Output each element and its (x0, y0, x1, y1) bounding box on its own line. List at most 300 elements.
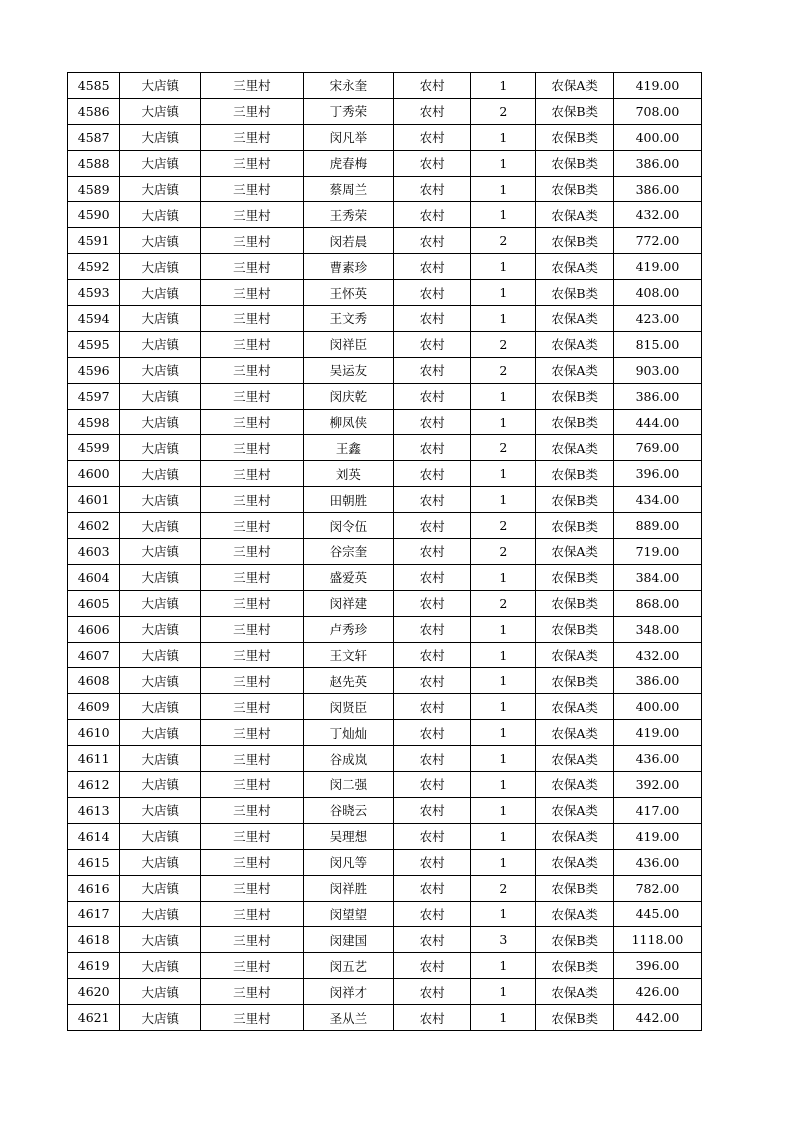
insurance-category-cell: 农保B类 (536, 487, 614, 513)
table-row (68, 849, 702, 875)
amount-cell: 419.00 (613, 254, 701, 280)
member-count-cell: 2 (471, 98, 536, 124)
name-cell: 闵凡举 (303, 124, 393, 150)
member-count-cell: 1 (471, 694, 536, 720)
name-cell: 卢秀珍 (303, 616, 393, 642)
amount-cell: 868.00 (613, 590, 701, 616)
row-number-cell: 4601 (68, 487, 120, 513)
row-number-cell: 4588 (68, 150, 120, 176)
town-cell: 大店镇 (120, 306, 201, 332)
town-cell: 大店镇 (120, 901, 201, 927)
insurance-category-cell: 农保B类 (536, 124, 614, 150)
household-type-cell: 农村 (393, 642, 471, 668)
table-row (68, 435, 702, 461)
town-cell: 大店镇 (120, 746, 201, 772)
household-type-cell: 农村 (393, 357, 471, 383)
town-cell: 大店镇 (120, 280, 201, 306)
household-type-cell: 农村 (393, 772, 471, 798)
name-cell: 王怀英 (303, 280, 393, 306)
household-type-cell: 农村 (393, 228, 471, 254)
village-cell: 三里村 (201, 772, 304, 798)
insurance-category-cell: 农保B类 (536, 461, 614, 487)
household-type-cell: 农村 (393, 202, 471, 228)
town-cell: 大店镇 (120, 461, 201, 487)
amount-cell: 386.00 (613, 176, 701, 202)
row-number-cell: 4606 (68, 616, 120, 642)
table-row (68, 98, 702, 124)
amount-cell: 436.00 (613, 746, 701, 772)
household-type-cell: 农村 (393, 176, 471, 202)
row-number-cell: 4590 (68, 202, 120, 228)
table-row (68, 979, 702, 1005)
name-cell: 虎春梅 (303, 150, 393, 176)
name-cell: 蔡周兰 (303, 176, 393, 202)
insurance-category-cell: 农保B类 (536, 513, 614, 539)
name-cell: 闵建国 (303, 927, 393, 953)
name-cell: 闵凡等 (303, 849, 393, 875)
amount-cell: 436.00 (613, 849, 701, 875)
table-row (68, 953, 702, 979)
town-cell: 大店镇 (120, 590, 201, 616)
amount-cell: 396.00 (613, 953, 701, 979)
table-row (68, 616, 702, 642)
name-cell: 曹素珍 (303, 254, 393, 280)
name-cell: 吴运友 (303, 357, 393, 383)
table-row (68, 746, 702, 772)
member-count-cell: 1 (471, 409, 536, 435)
row-number-cell: 4618 (68, 927, 120, 953)
insurance-category-cell: 农保A类 (536, 901, 614, 927)
household-type-cell: 农村 (393, 513, 471, 539)
row-number-cell: 4594 (68, 306, 120, 332)
row-number-cell: 4589 (68, 176, 120, 202)
household-type-cell: 农村 (393, 590, 471, 616)
amount-cell: 419.00 (613, 73, 701, 99)
insurance-category-cell: 农保A类 (536, 73, 614, 99)
town-cell: 大店镇 (120, 539, 201, 565)
household-type-cell: 农村 (393, 849, 471, 875)
town-cell: 大店镇 (120, 228, 201, 254)
member-count-cell: 1 (471, 797, 536, 823)
insurance-category-cell: 农保B类 (536, 564, 614, 590)
insurance-category-cell: 农保A类 (536, 720, 614, 746)
village-cell: 三里村 (201, 720, 304, 746)
member-count-cell: 1 (471, 73, 536, 99)
town-cell: 大店镇 (120, 513, 201, 539)
household-type-cell: 农村 (393, 98, 471, 124)
household-type-cell: 农村 (393, 694, 471, 720)
town-cell: 大店镇 (120, 720, 201, 746)
amount-cell: 386.00 (613, 150, 701, 176)
table-row (68, 539, 702, 565)
row-number-cell: 4619 (68, 953, 120, 979)
town-cell: 大店镇 (120, 357, 201, 383)
row-number-cell: 4614 (68, 823, 120, 849)
member-count-cell: 2 (471, 539, 536, 565)
row-number-cell: 4593 (68, 280, 120, 306)
table-row (68, 202, 702, 228)
town-cell: 大店镇 (120, 487, 201, 513)
amount-cell: 782.00 (613, 875, 701, 901)
member-count-cell: 2 (471, 435, 536, 461)
town-cell: 大店镇 (120, 73, 201, 99)
household-type-cell: 农村 (393, 668, 471, 694)
insurance-category-cell: 农保A类 (536, 254, 614, 280)
amount-cell: 445.00 (613, 901, 701, 927)
insurance-category-cell: 农保A类 (536, 772, 614, 798)
row-number-cell: 4612 (68, 772, 120, 798)
amount-cell: 426.00 (613, 979, 701, 1005)
table-row (68, 150, 702, 176)
household-type-cell: 农村 (393, 746, 471, 772)
member-count-cell: 1 (471, 124, 536, 150)
insurance-category-cell: 农保B类 (536, 590, 614, 616)
town-cell: 大店镇 (120, 176, 201, 202)
town-cell: 大店镇 (120, 642, 201, 668)
village-cell: 三里村 (201, 383, 304, 409)
table-row (68, 357, 702, 383)
insurance-category-cell: 农保A类 (536, 694, 614, 720)
table-row (68, 1005, 702, 1031)
member-count-cell: 1 (471, 280, 536, 306)
amount-cell: 432.00 (613, 202, 701, 228)
village-cell: 三里村 (201, 668, 304, 694)
row-number-cell: 4597 (68, 383, 120, 409)
row-number-cell: 4603 (68, 539, 120, 565)
village-cell: 三里村 (201, 202, 304, 228)
village-cell: 三里村 (201, 694, 304, 720)
town-cell: 大店镇 (120, 202, 201, 228)
table-row (68, 927, 702, 953)
member-count-cell: 1 (471, 306, 536, 332)
row-number-cell: 4613 (68, 797, 120, 823)
village-cell: 三里村 (201, 746, 304, 772)
village-cell: 三里村 (201, 979, 304, 1005)
household-type-cell: 农村 (393, 901, 471, 927)
household-type-cell: 农村 (393, 383, 471, 409)
town-cell: 大店镇 (120, 409, 201, 435)
member-count-cell: 1 (471, 254, 536, 280)
household-type-cell: 农村 (393, 306, 471, 332)
name-cell: 闵二强 (303, 772, 393, 798)
table-body (68, 73, 702, 1031)
member-count-cell: 2 (471, 590, 536, 616)
household-type-cell: 农村 (393, 331, 471, 357)
village-cell: 三里村 (201, 823, 304, 849)
insurance-category-cell: 农保A类 (536, 435, 614, 461)
row-number-cell: 4595 (68, 331, 120, 357)
household-type-cell: 农村 (393, 927, 471, 953)
insurance-category-cell: 农保B类 (536, 1005, 614, 1031)
village-cell: 三里村 (201, 150, 304, 176)
table-row (68, 513, 702, 539)
insurance-category-cell: 农保A类 (536, 797, 614, 823)
row-number-cell: 4592 (68, 254, 120, 280)
insurance-category-cell: 农保B类 (536, 875, 614, 901)
member-count-cell: 1 (471, 642, 536, 668)
member-count-cell: 1 (471, 1005, 536, 1031)
town-cell: 大店镇 (120, 98, 201, 124)
row-number-cell: 4621 (68, 1005, 120, 1031)
insurance-category-cell: 农保A类 (536, 849, 614, 875)
household-type-cell: 农村 (393, 487, 471, 513)
row-number-cell: 4604 (68, 564, 120, 590)
village-cell: 三里村 (201, 461, 304, 487)
member-count-cell: 2 (471, 875, 536, 901)
amount-cell: 419.00 (613, 720, 701, 746)
amount-cell: 348.00 (613, 616, 701, 642)
row-number-cell: 4608 (68, 668, 120, 694)
insurance-category-cell: 农保A类 (536, 202, 614, 228)
name-cell: 刘英 (303, 461, 393, 487)
village-cell: 三里村 (201, 357, 304, 383)
village-cell: 三里村 (201, 953, 304, 979)
name-cell: 闵庆乾 (303, 383, 393, 409)
table-row (68, 875, 702, 901)
member-count-cell: 1 (471, 564, 536, 590)
member-count-cell: 1 (471, 953, 536, 979)
insurance-category-cell: 农保B类 (536, 668, 614, 694)
name-cell: 田朝胜 (303, 487, 393, 513)
household-type-cell: 农村 (393, 409, 471, 435)
household-type-cell: 农村 (393, 797, 471, 823)
table-row (68, 772, 702, 798)
table-row (68, 590, 702, 616)
insurance-category-cell: 农保A类 (536, 746, 614, 772)
household-type-cell: 农村 (393, 124, 471, 150)
name-cell: 闵五艺 (303, 953, 393, 979)
name-cell: 柳凤侠 (303, 409, 393, 435)
name-cell: 丁秀荣 (303, 98, 393, 124)
table-row (68, 564, 702, 590)
table-row (68, 73, 702, 99)
village-cell: 三里村 (201, 564, 304, 590)
household-type-cell: 农村 (393, 979, 471, 1005)
table-row (68, 720, 702, 746)
member-count-cell: 2 (471, 228, 536, 254)
table-row (68, 409, 702, 435)
village-cell: 三里村 (201, 435, 304, 461)
table-row (68, 461, 702, 487)
insurance-category-cell: 农保A类 (536, 979, 614, 1005)
row-number-cell: 4609 (68, 694, 120, 720)
name-cell: 闵祥臣 (303, 331, 393, 357)
amount-cell: 434.00 (613, 487, 701, 513)
amount-cell: 769.00 (613, 435, 701, 461)
name-cell: 谷宗奎 (303, 539, 393, 565)
member-count-cell: 1 (471, 720, 536, 746)
data-table (67, 72, 702, 1031)
amount-cell: 889.00 (613, 513, 701, 539)
amount-cell: 386.00 (613, 383, 701, 409)
table-row (68, 228, 702, 254)
name-cell: 谷晓云 (303, 797, 393, 823)
village-cell: 三里村 (201, 176, 304, 202)
member-count-cell: 1 (471, 823, 536, 849)
amount-cell: 423.00 (613, 306, 701, 332)
table-row (68, 823, 702, 849)
town-cell: 大店镇 (120, 772, 201, 798)
name-cell: 王秀荣 (303, 202, 393, 228)
table-row (68, 306, 702, 332)
name-cell: 谷成岚 (303, 746, 393, 772)
member-count-cell: 1 (471, 383, 536, 409)
town-cell: 大店镇 (120, 668, 201, 694)
row-number-cell: 4616 (68, 875, 120, 901)
village-cell: 三里村 (201, 590, 304, 616)
insurance-category-cell: 农保A类 (536, 357, 614, 383)
member-count-cell: 2 (471, 331, 536, 357)
town-cell: 大店镇 (120, 435, 201, 461)
member-count-cell: 1 (471, 461, 536, 487)
village-cell: 三里村 (201, 228, 304, 254)
town-cell: 大店镇 (120, 616, 201, 642)
village-cell: 三里村 (201, 1005, 304, 1031)
village-cell: 三里村 (201, 513, 304, 539)
household-type-cell: 农村 (393, 616, 471, 642)
town-cell: 大店镇 (120, 927, 201, 953)
row-number-cell: 4607 (68, 642, 120, 668)
amount-cell: 392.00 (613, 772, 701, 798)
village-cell: 三里村 (201, 73, 304, 99)
table-row (68, 901, 702, 927)
town-cell: 大店镇 (120, 124, 201, 150)
insurance-category-cell: 农保B类 (536, 409, 614, 435)
insurance-category-cell: 农保B类 (536, 150, 614, 176)
row-number-cell: 4598 (68, 409, 120, 435)
village-cell: 三里村 (201, 927, 304, 953)
row-number-cell: 4602 (68, 513, 120, 539)
name-cell: 丁灿灿 (303, 720, 393, 746)
amount-cell: 396.00 (613, 461, 701, 487)
name-cell: 闵祥胜 (303, 875, 393, 901)
row-number-cell: 4610 (68, 720, 120, 746)
name-cell: 闵祥建 (303, 590, 393, 616)
amount-cell: 708.00 (613, 98, 701, 124)
name-cell: 闵贤臣 (303, 694, 393, 720)
row-number-cell: 4591 (68, 228, 120, 254)
town-cell: 大店镇 (120, 150, 201, 176)
table-row (68, 124, 702, 150)
amount-cell: 444.00 (613, 409, 701, 435)
member-count-cell: 1 (471, 150, 536, 176)
insurance-category-cell: 农保B类 (536, 383, 614, 409)
table-row (68, 487, 702, 513)
member-count-cell: 1 (471, 668, 536, 694)
name-cell: 闵令伍 (303, 513, 393, 539)
name-cell: 闵祥才 (303, 979, 393, 1005)
name-cell: 闵望望 (303, 901, 393, 927)
table-row (68, 254, 702, 280)
row-number-cell: 4586 (68, 98, 120, 124)
member-count-cell: 3 (471, 927, 536, 953)
town-cell: 大店镇 (120, 694, 201, 720)
amount-cell: 400.00 (613, 694, 701, 720)
household-type-cell: 农村 (393, 150, 471, 176)
insurance-category-cell: 农保B类 (536, 98, 614, 124)
member-count-cell: 1 (471, 772, 536, 798)
row-number-cell: 4617 (68, 901, 120, 927)
insurance-category-cell: 农保B类 (536, 176, 614, 202)
household-type-cell: 农村 (393, 564, 471, 590)
member-count-cell: 1 (471, 979, 536, 1005)
amount-cell: 417.00 (613, 797, 701, 823)
amount-cell: 384.00 (613, 564, 701, 590)
table-row (68, 694, 702, 720)
village-cell: 三里村 (201, 306, 304, 332)
village-cell: 三里村 (201, 331, 304, 357)
town-cell: 大店镇 (120, 979, 201, 1005)
household-type-cell: 农村 (393, 720, 471, 746)
table-row (68, 383, 702, 409)
table-row (68, 176, 702, 202)
household-type-cell: 农村 (393, 823, 471, 849)
member-count-cell: 1 (471, 487, 536, 513)
amount-cell: 442.00 (613, 1005, 701, 1031)
amount-cell: 419.00 (613, 823, 701, 849)
village-cell: 三里村 (201, 642, 304, 668)
row-number-cell: 4615 (68, 849, 120, 875)
name-cell: 闵若晨 (303, 228, 393, 254)
town-cell: 大店镇 (120, 797, 201, 823)
town-cell: 大店镇 (120, 331, 201, 357)
member-count-cell: 1 (471, 202, 536, 228)
town-cell: 大店镇 (120, 1005, 201, 1031)
insurance-category-cell: 农保B类 (536, 953, 614, 979)
name-cell: 盛爱英 (303, 564, 393, 590)
row-number-cell: 4605 (68, 590, 120, 616)
table-row (68, 797, 702, 823)
insurance-category-cell: 农保B类 (536, 927, 614, 953)
name-cell: 宋永奎 (303, 73, 393, 99)
amount-cell: 903.00 (613, 357, 701, 383)
village-cell: 三里村 (201, 849, 304, 875)
row-number-cell: 4599 (68, 435, 120, 461)
household-type-cell: 农村 (393, 539, 471, 565)
row-number-cell: 4587 (68, 124, 120, 150)
insurance-category-cell: 农保B类 (536, 280, 614, 306)
table-row (68, 331, 702, 357)
amount-cell: 719.00 (613, 539, 701, 565)
member-count-cell: 2 (471, 513, 536, 539)
town-cell: 大店镇 (120, 564, 201, 590)
row-number-cell: 4596 (68, 357, 120, 383)
village-cell: 三里村 (201, 797, 304, 823)
village-cell: 三里村 (201, 124, 304, 150)
insurance-category-cell: 农保B类 (536, 228, 614, 254)
member-count-cell: 1 (471, 176, 536, 202)
household-type-cell: 农村 (393, 1005, 471, 1031)
amount-cell: 432.00 (613, 642, 701, 668)
insurance-category-cell: 农保A类 (536, 331, 614, 357)
village-cell: 三里村 (201, 98, 304, 124)
household-type-cell: 农村 (393, 254, 471, 280)
insurance-category-cell: 农保B类 (536, 616, 614, 642)
household-type-cell: 农村 (393, 73, 471, 99)
amount-cell: 815.00 (613, 331, 701, 357)
row-number-cell: 4620 (68, 979, 120, 1005)
household-type-cell: 农村 (393, 280, 471, 306)
village-cell: 三里村 (201, 280, 304, 306)
member-count-cell: 1 (471, 746, 536, 772)
town-cell: 大店镇 (120, 953, 201, 979)
village-cell: 三里村 (201, 409, 304, 435)
insurance-category-cell: 农保A类 (536, 823, 614, 849)
member-count-cell: 1 (471, 849, 536, 875)
town-cell: 大店镇 (120, 254, 201, 280)
amount-cell: 772.00 (613, 228, 701, 254)
name-cell: 吴理想 (303, 823, 393, 849)
